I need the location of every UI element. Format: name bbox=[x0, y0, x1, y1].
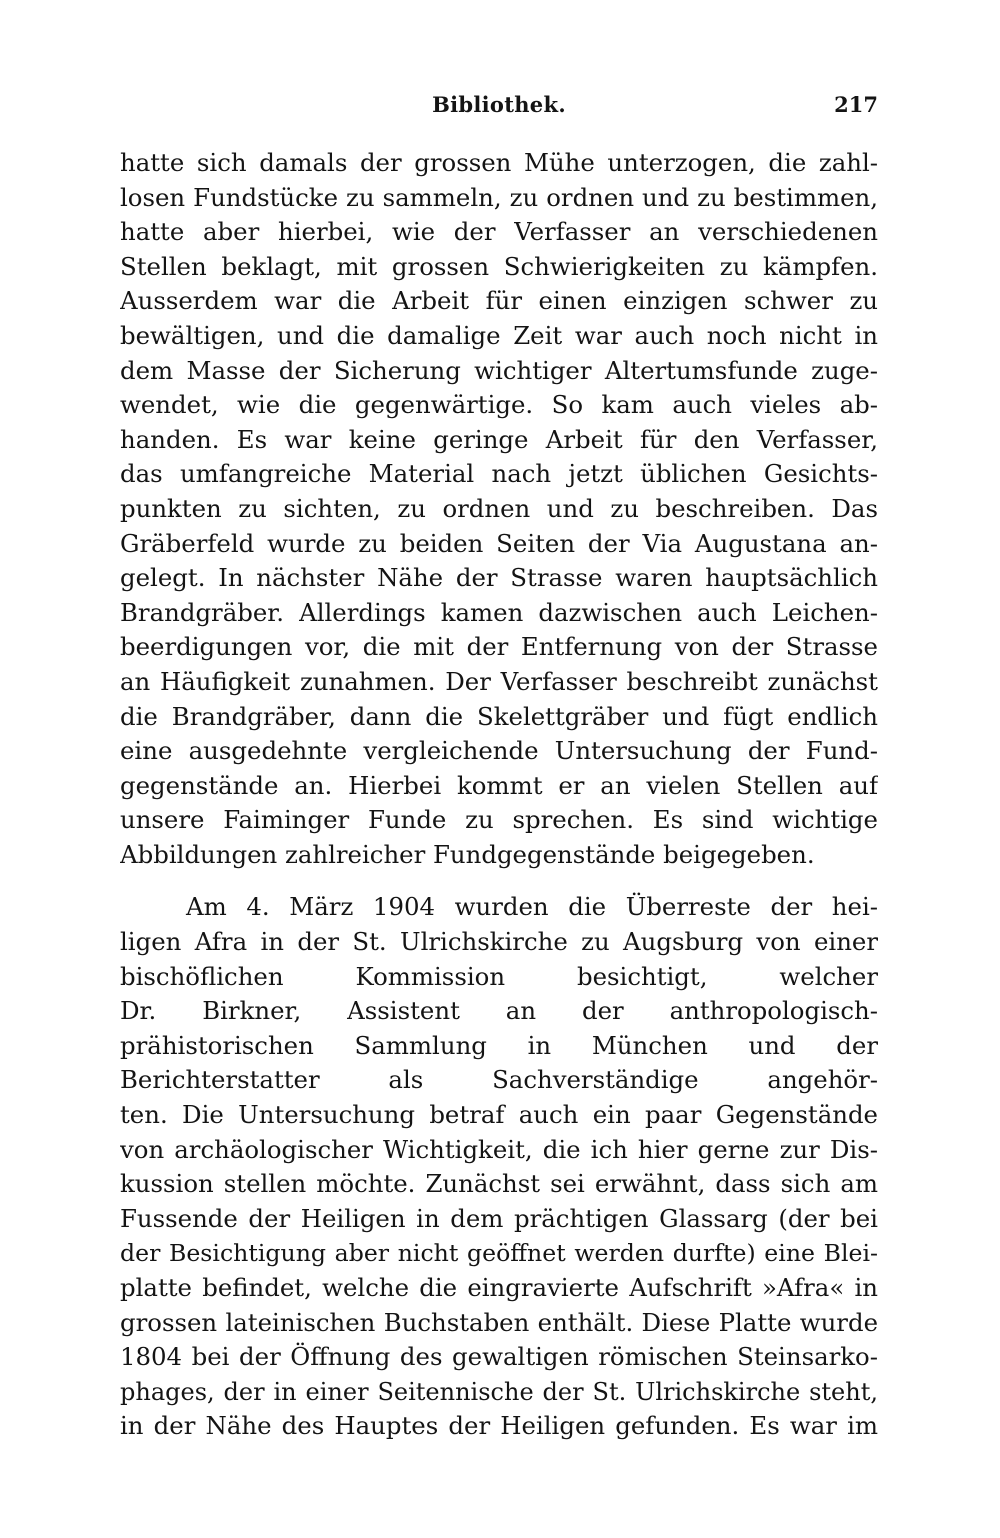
text-line: von archäologischer Wichtigkeit, die ich hier gerne zur Dis- bbox=[120, 1134, 878, 1164]
paragraph-spacing bbox=[120, 872, 878, 890]
text-line: Brandgräber. Allerdings kamen dazwischen auch Leichen- bbox=[120, 597, 878, 627]
text-line: punkten zu sichten, zu ordnen und zu beschreiben. Das bbox=[120, 493, 878, 523]
text-line: gelegt. In nächster Nähe der Strasse waren hauptsächlich bbox=[120, 563, 878, 593]
running-title: Bibliothek. bbox=[432, 92, 566, 117]
text-line: hatte aber hierbei, wie der Verfasser an verschiedenen bbox=[120, 217, 878, 247]
text-line: grossen lateinischen Buchstaben enthält. Diese Platte wurde bbox=[120, 1307, 878, 1337]
text-line: Stellen beklagt, mit grossen Schwierigkeiten zu kämpfen. bbox=[120, 251, 878, 281]
text-line: hatte sich damals der grossen Mühe unterzogen, die zahl- bbox=[120, 148, 878, 177]
text-line: der Besichtigung aber nicht geöffnet werden durfte) eine Blei- bbox=[120, 1239, 878, 1268]
text-line: die Brandgräber, dann die Skelettgräber und fügt endlich bbox=[120, 701, 878, 731]
text-line: Gräberfeld wurde zu beiden Seiten der Via Augustana an- bbox=[120, 528, 878, 558]
text-line: Berichterstatter als Sachverständige angehör- bbox=[120, 1065, 878, 1095]
text-line: phages, der in einer Seitennische der St. Ulrichskirche steht, bbox=[120, 1377, 878, 1406]
text-line: Ausserdem war die Arbeit für einen einzigen schwer zu bbox=[120, 286, 878, 316]
paragraph-1 bbox=[120, 146, 878, 872]
text-line: 1804 bei der Öffnung des gewaltigen römischen Steinsarko- bbox=[120, 1342, 878, 1372]
text-line: bischöflichen Kommission besichtigt, welcher bbox=[120, 961, 878, 991]
text-line: gegenstände an. Hierbei kommt er an vielen Stellen auf bbox=[120, 770, 878, 800]
text-line: eine ausgedehnte vergleichende Untersuchung der Fund- bbox=[120, 736, 878, 766]
text-line: prähistorischen Sammlung in München und der bbox=[120, 1030, 878, 1060]
body-text bbox=[120, 146, 878, 1444]
text-line: ten. Die Untersuchung betraf auch ein paar Gegenstände bbox=[120, 1100, 878, 1130]
text-line: unsere Faiminger Funde zu sprechen. Es sind wichtige bbox=[120, 805, 878, 835]
text-line: an Häufigkeit zunahmen. Der Verfasser beschreibt zunächst bbox=[120, 666, 878, 696]
text-line: dem Masse der Sicherung wichtiger Altertumsfunde zuge- bbox=[120, 355, 878, 385]
text-line: losen Fundstücke zu sammeln, zu ordnen und zu bestimmen, bbox=[120, 182, 878, 212]
text-line: platte befindet, welche die eingravierte Aufschrift »Afra« in bbox=[120, 1273, 878, 1302]
text-line: in der Nähe des Hauptes der Heiligen gefunden. Es war im bbox=[120, 1411, 878, 1441]
text-line: kussion stellen möchte. Zunächst sei erwähnt, dass sich am bbox=[120, 1169, 878, 1199]
paragraph-2 bbox=[120, 890, 878, 1444]
page-header bbox=[120, 92, 878, 122]
text-line: handen. Es war keine geringe Arbeit für den Verfasser, bbox=[120, 424, 878, 454]
text-line: Fussende der Heiligen in dem prächtigen Glassarg (der bei bbox=[120, 1203, 878, 1233]
text-line: Dr. Birkner, Assistent an der anthropologisch- bbox=[120, 996, 878, 1026]
text-line: Abbildungen zahlreicher Fundgegenstände beigegeben. bbox=[120, 839, 815, 869]
text-line: Am 4. März 1904 wurden die Überreste der hei- bbox=[186, 892, 878, 922]
text-line: bewältigen, und die damalige Zeit war auch noch nicht in bbox=[120, 320, 878, 350]
text-line: das umfangreiche Material nach jetzt üblichen Gesichts- bbox=[120, 459, 878, 489]
text-line: wendet, wie die gegenwärtige. So kam auch vieles ab- bbox=[120, 390, 878, 420]
text-line: ligen Afra in der St. Ulrichskirche zu Augsburg von einer bbox=[120, 927, 878, 957]
page-number: 217 bbox=[834, 92, 878, 117]
text-line: beerdigungen vor, die mit der Entfernung von der Strasse bbox=[120, 632, 878, 662]
